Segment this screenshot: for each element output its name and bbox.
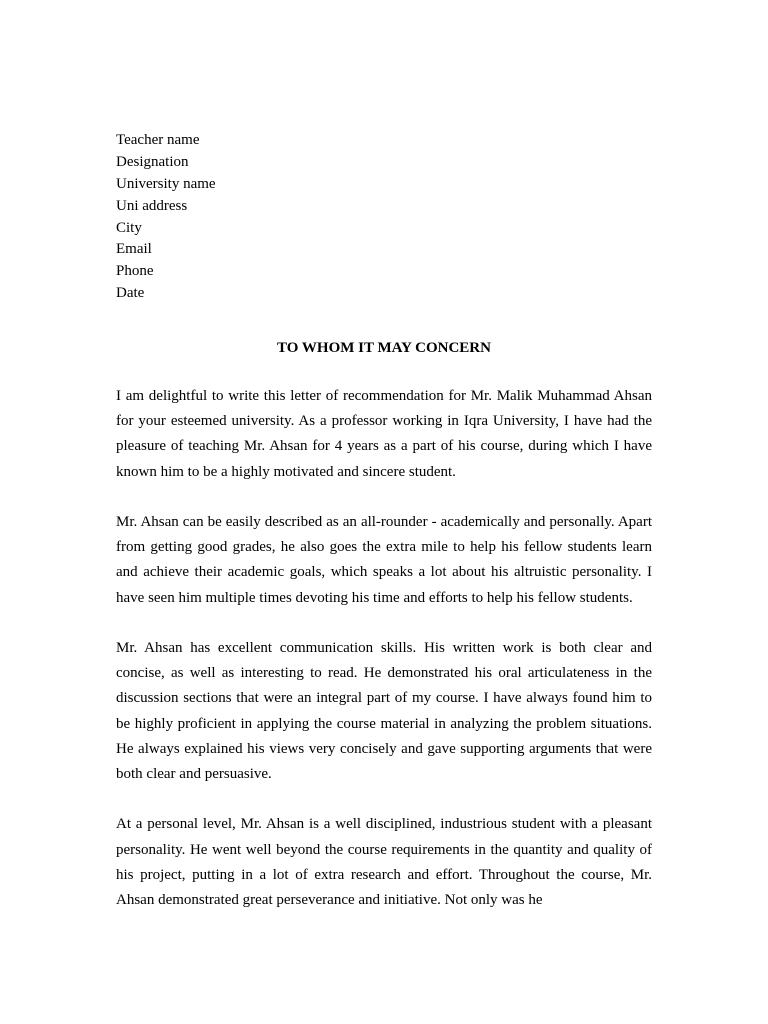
sender-phone: Phone <box>116 263 154 280</box>
sender-designation: Designation <box>116 153 189 170</box>
paragraph-communication: Mr. Ahsan has excellent communication skills. His written work is both clear and concise, as well as interesting to read. He demonstrated his oral articulateness in the discussion sections that were an integral part of my course. I have always found him to be highly proficient in applying the course material in analyzing the problem situations. He always explained his views very concisely and gave supporting arguments that were both clear and persuasive. <box>116 640 652 783</box>
sender-uni-address: Uni address <box>116 197 188 214</box>
letter-body <box>116 384 652 938</box>
sender-block <box>116 130 416 305</box>
letter-heading: TO WHOM IT MAY CONCERN <box>277 340 491 356</box>
paragraph-all-rounder: Mr. Ahsan can be easily described as an all-rounder - academically and personally. Apart from getting good grades, he also goes the extra mile to help his fellow students learn and achieve their academic goals, which speaks a lot about his altruistic personality. I have seen him multiple times devoting his time and efforts to help his fellow students. <box>116 514 652 606</box>
sender-teacher-name: Teacher name <box>116 132 200 148</box>
sender-city: City <box>116 219 142 236</box>
sender-email: Email <box>116 241 152 258</box>
sender-university-name: University name <box>116 175 216 192</box>
paragraph-introduction: I am delightful to write this letter of recommendation for Mr. Malik Muhammad Ahsan for your esteemed university. As a professor working in Iqra University, I have had the pleasure of teaching Mr. Ahsan for 4 years as a part of his course, during which I have known him to be a highly motivated and sincere student. <box>116 388 652 480</box>
sender-date: Date <box>116 285 145 302</box>
paragraph-personal-level: At a personal level, Mr. Ahsan is a well disciplined, industrious student with a pleasant personality. He went well beyond the course requirements in the quantity and quality of his project, putting in a lot of extra research and effort. Throughout the course, Mr. Ahsan demonstrated great perseverance and initiative. Not only was he <box>116 816 652 909</box>
